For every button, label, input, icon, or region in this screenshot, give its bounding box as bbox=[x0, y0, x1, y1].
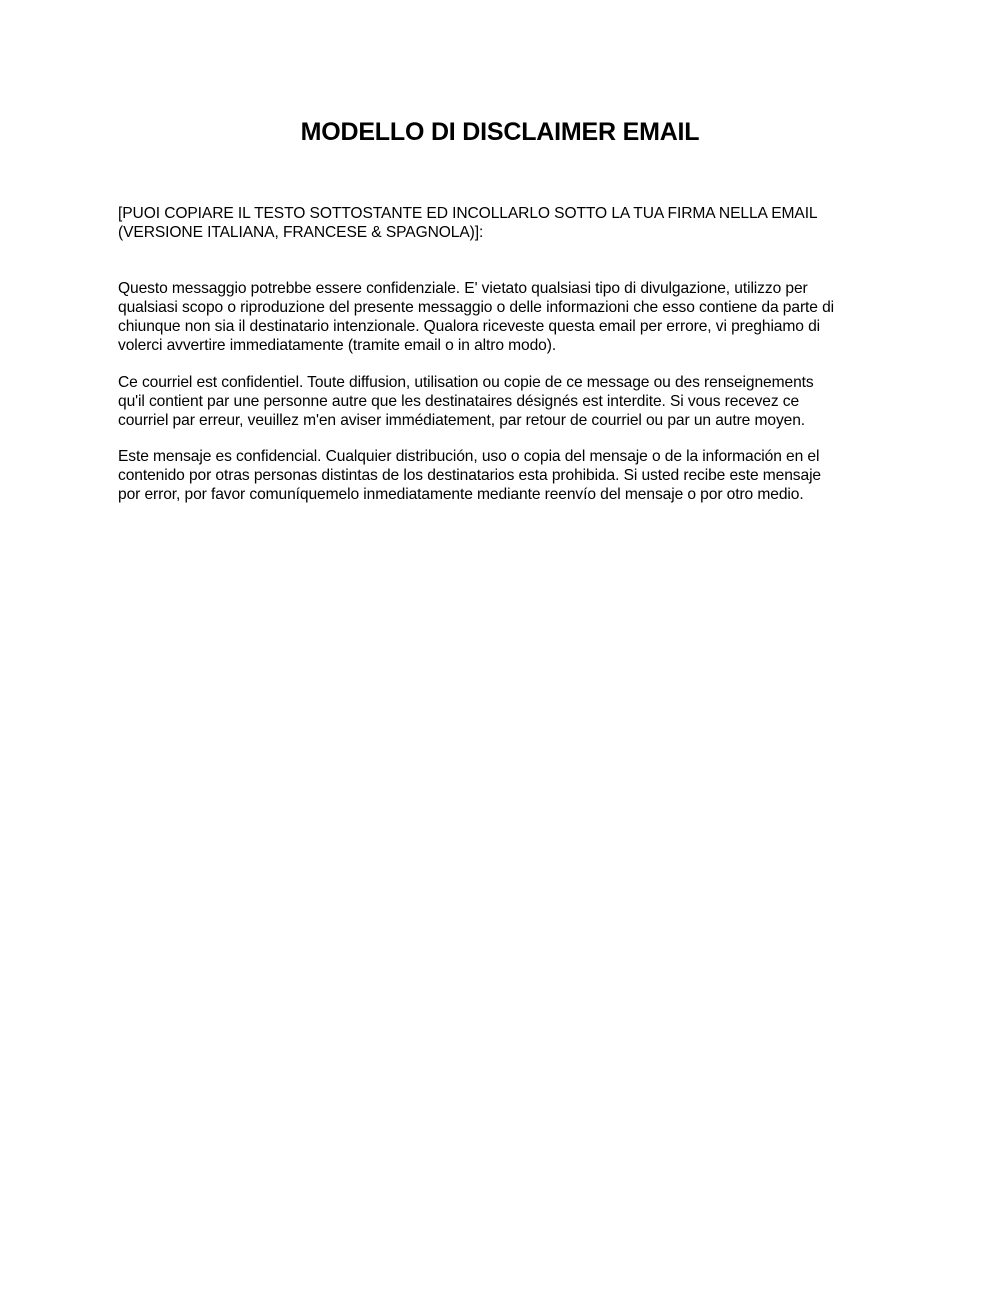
instruction-text bbox=[118, 204, 888, 242]
paragraph-line: qu'il contient par une personne autre que les destinataires désignés est interdite. Si vous recevez ce bbox=[118, 393, 800, 410]
disclaimer-italian bbox=[118, 279, 888, 355]
paragraph-line: Questo messaggio potrebbe essere confidenziale. E' vietato qualsiasi tipo di divulgazione, utilizzo per bbox=[118, 280, 808, 297]
paragraph-line: por error, por favor comuníquemelo inmediatamente mediante reenvío del mensaje o por otro medio. bbox=[118, 486, 804, 503]
paragraph-line: qualsiasi scopo o riproduzione del presente messaggio o delle informazioni che esso contiene da parte di bbox=[118, 299, 835, 316]
disclaimer-french bbox=[118, 373, 888, 430]
document-title: MODELLO DI DISCLAIMER EMAIL bbox=[300, 118, 700, 146]
paragraph-line: volerci avvertire immediatamente (tramite email o in altro modo). bbox=[118, 337, 557, 354]
instruction-line: [PUOI COPIARE IL TESTO SOTTOSTANTE ED INCOLLARLO SOTTO LA TUA FIRMA NELLA EMAIL bbox=[118, 205, 818, 222]
paragraph-line: courriel par erreur, veuillez m'en aviser immédiatement, par retour de courriel ou par un autre moyen. bbox=[118, 412, 806, 429]
disclaimer-spanish bbox=[118, 447, 888, 504]
instruction-line: (VERSIONE ITALIANA, FRANCESE & SPAGNOLA)]: bbox=[118, 224, 484, 241]
paragraph-line: Ce courriel est confidentiel. Toute diffusion, utilisation ou copie de ce message ou des renseignements bbox=[118, 374, 814, 391]
paragraph-line: chiunque non sia il destinatario intenzionale. Qualora riceveste questa email per errore, vi preghiamo di bbox=[118, 318, 821, 335]
paragraph-line: contenido por otras personas distintas de los destinatarios esta prohibida. Si usted recibe este mensaje bbox=[118, 467, 821, 484]
paragraph-line: Este mensaje es confidencial. Cualquier distribución, uso o copia del mensaje o de la información en el bbox=[118, 448, 820, 465]
